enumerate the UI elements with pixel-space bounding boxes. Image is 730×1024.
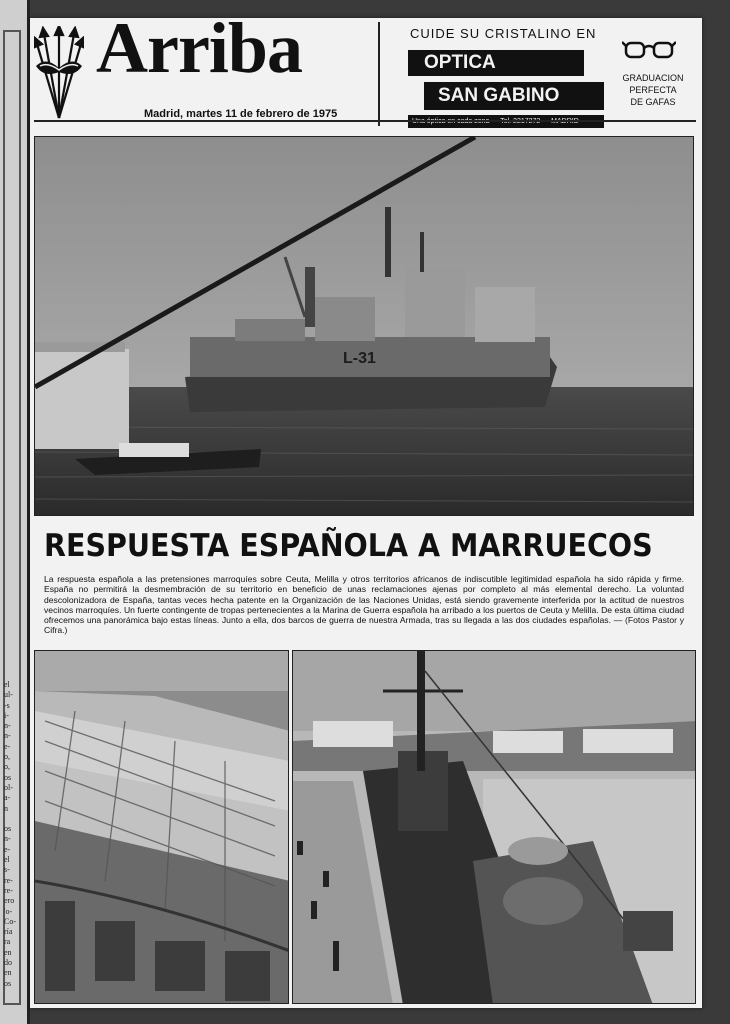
adjacent-page-fragment: n-	[4, 721, 11, 731]
adjacent-page-strip	[0, 0, 30, 1024]
adjacent-page-fragment: e-	[4, 741, 11, 751]
adjacent-page-fragment: ra	[4, 937, 11, 947]
adjacent-page-fragment: e-	[4, 844, 11, 854]
masthead-rule	[34, 120, 696, 122]
ship-hull-number: L-31	[343, 350, 376, 367]
adjacent-page-fragment: n-	[4, 834, 11, 844]
adjacent-page-fragment: a-	[4, 793, 11, 803]
masthead-divider	[378, 22, 380, 126]
masthead-title: Arriba	[96, 8, 302, 88]
photo-warship-port	[292, 650, 696, 1004]
adjacent-page-fragment: el	[4, 680, 10, 689]
ad-tagline: CUIDE SU CRISTALINO EN	[410, 26, 597, 41]
ad-name-line2: SAN GABINO	[424, 82, 604, 110]
adjacent-page-fragment: i-	[4, 710, 9, 720]
ad-side-line: GRADUACION	[622, 73, 684, 83]
adjacent-page-fragment: Co-	[4, 916, 16, 926]
ad-name-line1: OPTICA	[408, 50, 584, 76]
issue-date: Madrid, martes 11 de febrero de 1975	[144, 108, 338, 120]
adjacent-page-fragment: os	[4, 824, 12, 834]
optician-advertisement	[408, 44, 604, 132]
newspaper-page	[30, 8, 702, 1008]
adjacent-page-fragment: s-	[4, 865, 10, 875]
adjacent-page-fragment: 'o-	[4, 906, 13, 916]
adjacent-page-fragment: ría	[4, 927, 13, 937]
adjacent-page-text	[4, 680, 24, 989]
adjacent-page-fragment: os	[4, 978, 12, 988]
adjacent-page-fragment: -s	[4, 700, 10, 710]
masthead	[30, 8, 702, 134]
adjacent-page-fragment: o,	[4, 762, 10, 772]
article-body: La respuesta española a las pretensiones marroquíes sobre Ceuta, Melilla y otros territorios africanos de indiscutible legitimidad española ha sido rápida y firme. España no permitirá la desmembración de su territorio en beneficio de unas reclamaciones ajenas por completo al más elemental derecho. La voluntad descolonizadora de España, tantas veces hecha patente en la Organización de las Naciones Unidas, está siendo gravemente interferida por la actitud de nuestros vecinos marroquíes. Un fuerte contingente de tropas pertenecientes a la Marina de Guerra española ha arribado a los puertos de Ceuta y Melilla. De esta última ciudad ofrecemos una panorámica bajo estas líneas. Junto a ella, dos barcos de guerra de nuestra Armada, tras su llegada a las dos ciudades españolas. — (Fotos Pastor y Cifra.)	[44, 574, 684, 636]
adjacent-page-fragment: re-	[4, 875, 13, 885]
adjacent-page-fragment: en	[4, 968, 12, 978]
ad-side-text	[614, 72, 692, 108]
adjacent-page-fragment: ero	[4, 896, 15, 906]
glasses-icon	[622, 38, 676, 62]
adjacent-page-fragment: os	[4, 772, 12, 782]
adjacent-page-fragment: el	[4, 855, 10, 865]
photo-landing-ship	[34, 136, 694, 516]
adjacent-page-fragment: o,	[4, 752, 10, 762]
adjacent-page-fragment: ul-	[4, 690, 13, 700]
adjacent-page-fragment: re-	[4, 885, 13, 895]
photo-city-panorama	[34, 650, 289, 1004]
adjacent-page-fragment	[4, 814, 24, 824]
adjacent-page-fragment: en	[4, 947, 12, 957]
yoke-and-arrows-emblem-icon	[34, 26, 84, 120]
adjacent-page-fragment: ol-	[4, 782, 13, 792]
ad-side-line: PERFECTA	[629, 85, 677, 95]
article-headline: RESPUESTA ESPAÑOLA A MARRUECOS	[44, 528, 653, 564]
adjacent-page-fragment: do	[4, 958, 12, 968]
ad-side-line: DE GAFAS	[630, 97, 676, 107]
adjacent-page-fragment: n-	[4, 731, 11, 741]
adjacent-page-fragment: n	[4, 803, 8, 813]
